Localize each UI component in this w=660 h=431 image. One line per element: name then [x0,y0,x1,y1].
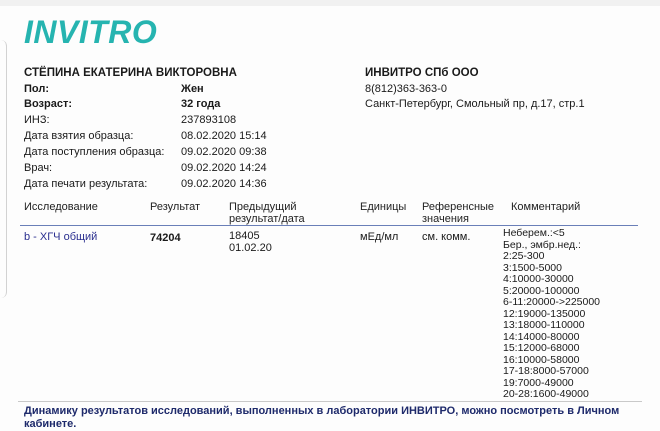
top-bar [0,0,660,6]
comment-line: Неберем.:<5 [503,227,565,239]
comment-line: 12:19000-135000 [503,307,586,320]
comment-line: 6-11:20000->225000 [503,296,601,308]
col-prev-header [229,201,305,225]
comment-line: 16:10000-58000 [503,353,580,366]
comment-line: 4:10000-30000 [503,273,574,285]
col-comments-header: Комментарий [511,201,581,213]
comment-line: 17-18:8000-57000 [503,365,589,377]
comment-line: 15:12000-68000 [503,342,580,354]
print-date-label: Дата печати результата: [24,178,148,190]
doctor-value: 09.02.2020 14:24 [181,162,267,174]
print-date-value: 09.02.2020 14:36 [181,178,267,190]
doctor-label: Врач: [24,162,53,174]
lab-name: ИНВИТРО СПб ООО [365,67,479,79]
comment-line: 14:14000-80000 [503,330,580,343]
age-label: Возраст: [24,98,72,110]
col-units-header: Единицы [360,201,407,213]
col-test-header: Исследование [24,201,98,213]
col-prev-header-line1: Предыдущий [229,201,297,213]
table-header-rule [20,225,638,226]
comments-list [503,228,600,401]
previous-result [229,230,272,254]
sample-date-value: 08.02.2020 15:14 [181,130,267,142]
scroll-edge [0,40,7,298]
col-ref-header [422,201,494,225]
col-result-header: Результат [150,201,201,213]
previous-result-value: 18405 [229,230,260,242]
age-value: 32 года [181,98,221,110]
footer-rule [18,401,642,402]
comment-line: Бер., эмбр.нед.: [503,238,581,251]
col-prev-header-line2: результат/дата [229,213,305,225]
col-ref-header-line2: значения [422,213,470,225]
receipt-date-value: 09.02.2020 09:38 [181,146,267,158]
patient-name: СТЁПИНА ЕКАТЕРИНА ВИКТОРОВНА [24,67,237,79]
reference-values: см. комм. [422,231,471,243]
test-result: 74204 [150,232,181,244]
footer-note: Динамику результатов исследований, выполненных в лаборатории ИНВИТРО, можно посмотреть в Личном кабинете. [24,405,620,430]
receipt-date-label: Дата поступления образца: [24,146,165,158]
comment-line: 13:18000-110000 [503,319,585,331]
test-name: b - ХГЧ общий [24,231,98,243]
comment-line: 3:1500-5000 [503,261,562,274]
test-units: мЕд/мл [360,231,399,243]
gender-value: Жен [181,83,204,95]
sample-date-label: Дата взятия образца: [24,130,134,142]
comment-line: 2:25-300 [503,250,545,262]
inz-label: ИНЗ: [24,114,50,126]
invitro-logo: INVITRO [24,14,158,50]
col-ref-header-line1: Референсные [422,201,495,213]
comment-line: 19:7000-49000 [503,376,574,389]
lab-phone: 8(812)363-363-0 [365,83,447,95]
gender-label: Пол: [24,83,50,95]
inz-value: 237893108 [181,114,237,126]
lab-address: Санкт-Петербург, Смольный пр, д.17, стр.1 [365,98,585,110]
comment-line: 5:20000-100000 [503,284,580,297]
previous-result-date: 01.02.20 [229,242,272,254]
comment-line: 20-28:1600-49000 [503,388,589,400]
